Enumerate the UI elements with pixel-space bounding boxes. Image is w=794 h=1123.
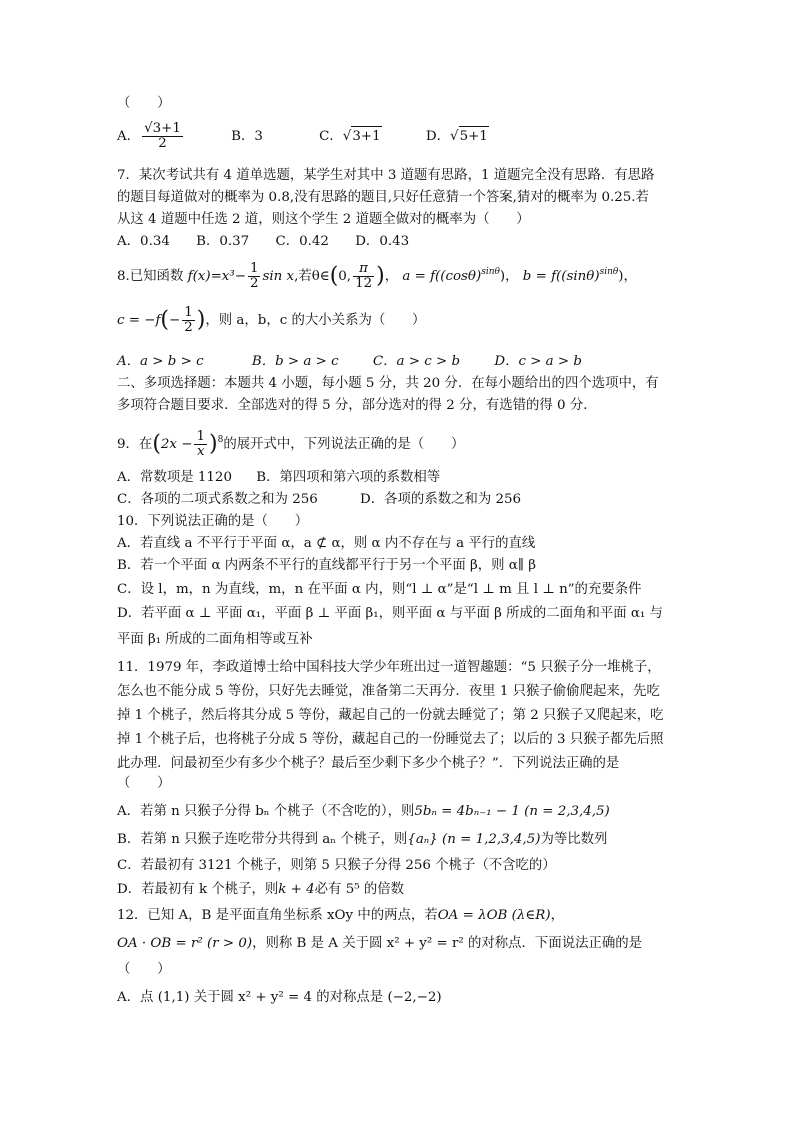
- q12-vector-condition: OA = λOB (λ∈R): [437, 908, 551, 923]
- q6-option-b: B．3: [231, 129, 263, 144]
- q11-option-d: [117, 880, 404, 900]
- q8-a-expression: a = f((cosθ): [402, 269, 482, 284]
- q6-option-c-letter: C．: [319, 129, 343, 144]
- q11-line5: 此办理．问最初至少有多少个桃子？最后至少剩下多少个桃子？”．下列说法正确的是: [117, 756, 620, 771]
- q11-option-d-text: D．若最初有 k 个桃子，则: [117, 882, 279, 897]
- q8-half-denominator: 2: [249, 276, 259, 291]
- q8-prefix: 8.已知函数: [117, 269, 184, 284]
- q8-sinx: sin x: [262, 269, 295, 284]
- q6-option-c: C．√3+1: [319, 126, 381, 147]
- q11-line3: 掉 1 个桃子，然后将其分成 5 等份，藏起自己的一份就去睡觉了；第 2 只猴子又爬起来，吃: [117, 708, 664, 723]
- q8-c-denominator: 2: [184, 320, 193, 335]
- q10-stem: 10．下列说法正确的是（ ）: [117, 514, 309, 529]
- q11-paren: （ ）: [117, 776, 171, 791]
- q9-prefix: 9．在: [117, 437, 153, 452]
- q6-option-d-value: 5+1: [459, 126, 489, 147]
- q7-line1: 7．某次考试共有 4 道单选题，某学生对其中 3 道题有思路，1 道题完全没有思路．有思路: [117, 168, 655, 183]
- q7-line2: 的题目每道做对的概率为 0.8,没有思路的题目,只好任意猜一个答案,猜对的概率为 0.25.若: [117, 190, 649, 205]
- q8-pi-numerator: π: [353, 262, 374, 277]
- q12-option-a: A．点 (1,1) 关于圆 x² + y² = 4 的对称点是 (−2,−2): [117, 990, 442, 1005]
- q9-option-d: D．各项的系数之和为 256: [360, 492, 522, 507]
- q9-options-row2: [117, 490, 521, 510]
- q7-option-d: D．0.43: [355, 234, 410, 249]
- q12-line2-text: ，则称 B 是 A 关于圆 x² + y² = r² 的对称点．下面说法正确的是: [252, 936, 643, 951]
- q11-option-b: [117, 830, 607, 850]
- q9-expression-left: 2x −: [160, 437, 193, 452]
- q7-option-c: C．0.42: [275, 234, 329, 249]
- q11-option-d-tail: 必有 5⁵ 的倍数: [314, 882, 405, 897]
- q8-b-exponent: sinθ: [599, 267, 619, 277]
- q12-line1-text: 12．已知 A，B 是平面直角坐标系 xOy 中的两点，若: [117, 908, 438, 923]
- q8-a-exponent: sinθ: [481, 267, 500, 277]
- q11-option-b-tail: 为等比数列: [540, 832, 608, 847]
- q9-options-row1: [117, 468, 440, 488]
- q10-option-d-line1: D．若平面 α ⊥ 平面 α₁，平面 β ⊥ 平面 β₁，则平面 α 与平面 β 所成的二面角和平面 α₁ 与: [117, 606, 663, 621]
- q8-pi-denominator: 12: [355, 276, 373, 291]
- q7-option-b: B．0.37: [196, 234, 250, 249]
- q9-option-b: B．第四项和第六项的系数相等: [256, 470, 441, 485]
- q6-option-a-letter: A．: [117, 129, 141, 144]
- q9-option-c: C．各项的二项式系数之和为 256: [117, 492, 318, 507]
- q11-option-a-text: A．若第 n 只猴子分得 bₙ 个桃子（不含吃的），则: [117, 804, 415, 819]
- q7-line3: 从这 4 道题中任选 2 道，则这个学生 2 道题全做对的概率为（ ）: [117, 212, 530, 227]
- q11-line2: 怎么也不能分成 5 等份，只好先去睡觉，准备第二天再分．夜里 1 只猴子偷偷爬起来，先吃: [117, 684, 660, 699]
- q11-option-b-text: B．若第 n 只猴子连吃带分共得到 aₙ 个桃子，则: [117, 832, 408, 847]
- q8-option-b: B．b > a > c: [251, 354, 339, 369]
- q12-paren: （ ）: [117, 962, 171, 977]
- q11-line4: 掉 1 个桃子后，也将桃子分成 5 等份，藏起自己的一份睡觉去了；以后的 3 只猴子都先后照: [117, 732, 664, 747]
- section2-line2: 多项符合题目要求．全部选对的得 5 分，部分选对的得 2 分，有选错的得 0 分．: [117, 398, 597, 413]
- q8-option-a: A．a > b > c: [117, 354, 204, 369]
- q6-paren: （ ）: [117, 96, 171, 111]
- q12-line1: 12．已知 A，B 是平面直角坐标系 xOy 中的两点，若OA = λOB (λ∈R)，: [117, 908, 564, 923]
- q9-fraction-denominator: x: [196, 444, 205, 459]
- q8-option-c: C．a > c > b: [372, 354, 461, 369]
- q8-stem-tail: ，则 a，b，c 的大小关系为（ ）: [205, 313, 426, 328]
- q10-option-c: C．设 l，m，n 为直线，m，n 在平面 α 内，则“l ⊥ α”是“l ⊥ m 且 l ⊥ n”的充要条件: [117, 582, 642, 597]
- q6-option-a: [117, 122, 185, 151]
- section2-line1: 二、多项选择题：本题共 4 小题，每小题 5 分，共 20 分．在每小题给出的四个选项中，有: [117, 376, 659, 391]
- q6-option-a-numerator: √3+1: [144, 121, 181, 136]
- q12-dot-product-condition: OA · OB = r² (r > 0): [117, 936, 253, 951]
- q11-option-d-formula: k + 4: [278, 882, 315, 897]
- q10-option-d-line2: 平面 β₁ 所成的二面角相等或互补: [117, 632, 313, 647]
- q11-option-c: C．若最初有 3121 个桃子，则第 5 只猴子分得 256 个桃子（不含吃的）: [117, 858, 556, 873]
- q8-c-numerator: 1: [184, 305, 193, 320]
- q10-option-a: A．若直线 a 不平行于平面 α，a ⊄ α，则 α 内不存在与 a 平行的直线: [117, 536, 536, 551]
- q8-line1: 8.已知函数 f(x)=x³− $\frac{1}{2}$ sin x,若θ∈(0, $\frac{\pi}{12}$ )， $a = f((\cos\theta)^{sin\theta})$， $b = f((\sin\theta)^{sin\theta})$，: [117, 261, 637, 291]
- q8-interval-left: 0,: [338, 269, 352, 284]
- q6-options: [117, 122, 489, 151]
- q11-option-a-formula: 5bₙ = 4bₙ₋₁ − 1 (n = 2,3,4,5): [414, 804, 610, 819]
- q8-half-numerator: 1: [249, 261, 259, 276]
- q8-line2: c = −f(− $\frac{1}{2}$ )，则 a，b，c 的大小关系为（ ）: [117, 305, 426, 335]
- q11-line1: 11．1979 年，李政道博士给中国科技大学少年班出过一道智趣题：“5 只猴子分一堆桃子，: [117, 660, 661, 675]
- q9-option-a: A．常数项是 1120: [117, 470, 232, 485]
- q6-option-d: D．√5+1: [426, 126, 489, 147]
- q6-option-d-letter: D．: [425, 129, 451, 144]
- q8-option-d: D．c > a > b: [494, 354, 582, 369]
- q12-line2: [117, 934, 642, 954]
- q7-option-a: A．0.34: [117, 234, 170, 249]
- q8-options: [117, 352, 582, 372]
- q9-stem: 9．在(2x − $\frac{1}{x}$ )$^8$的展开式中，下列说法正确的是（ ）: [117, 429, 465, 459]
- q8-c-expression: c = −f: [117, 313, 161, 328]
- q6-option-c-value: 3+1: [351, 126, 381, 147]
- q10-option-b: B．若一个平面 α 内两条不平行的直线都平行于另一个平面 β，则 α∥ β: [117, 558, 537, 573]
- q11-option-a: [117, 802, 610, 822]
- q9-fraction-numerator: 1: [196, 429, 205, 444]
- q6-option-a-denominator: 2: [158, 136, 167, 151]
- q7-options: [117, 232, 409, 252]
- q9-suffix: 的展开式中，下列说法正确的是（ ）: [223, 437, 465, 452]
- q9-power: 8: [217, 435, 224, 445]
- q8-function: f(x)=x³−: [187, 269, 246, 284]
- q8-b-expression: b = f((sinθ): [522, 269, 600, 284]
- q8-theta-condition: ,若θ∈: [294, 269, 330, 284]
- q11-option-b-formula: {aₙ} (n = 1,2,3,4,5): [407, 832, 541, 847]
